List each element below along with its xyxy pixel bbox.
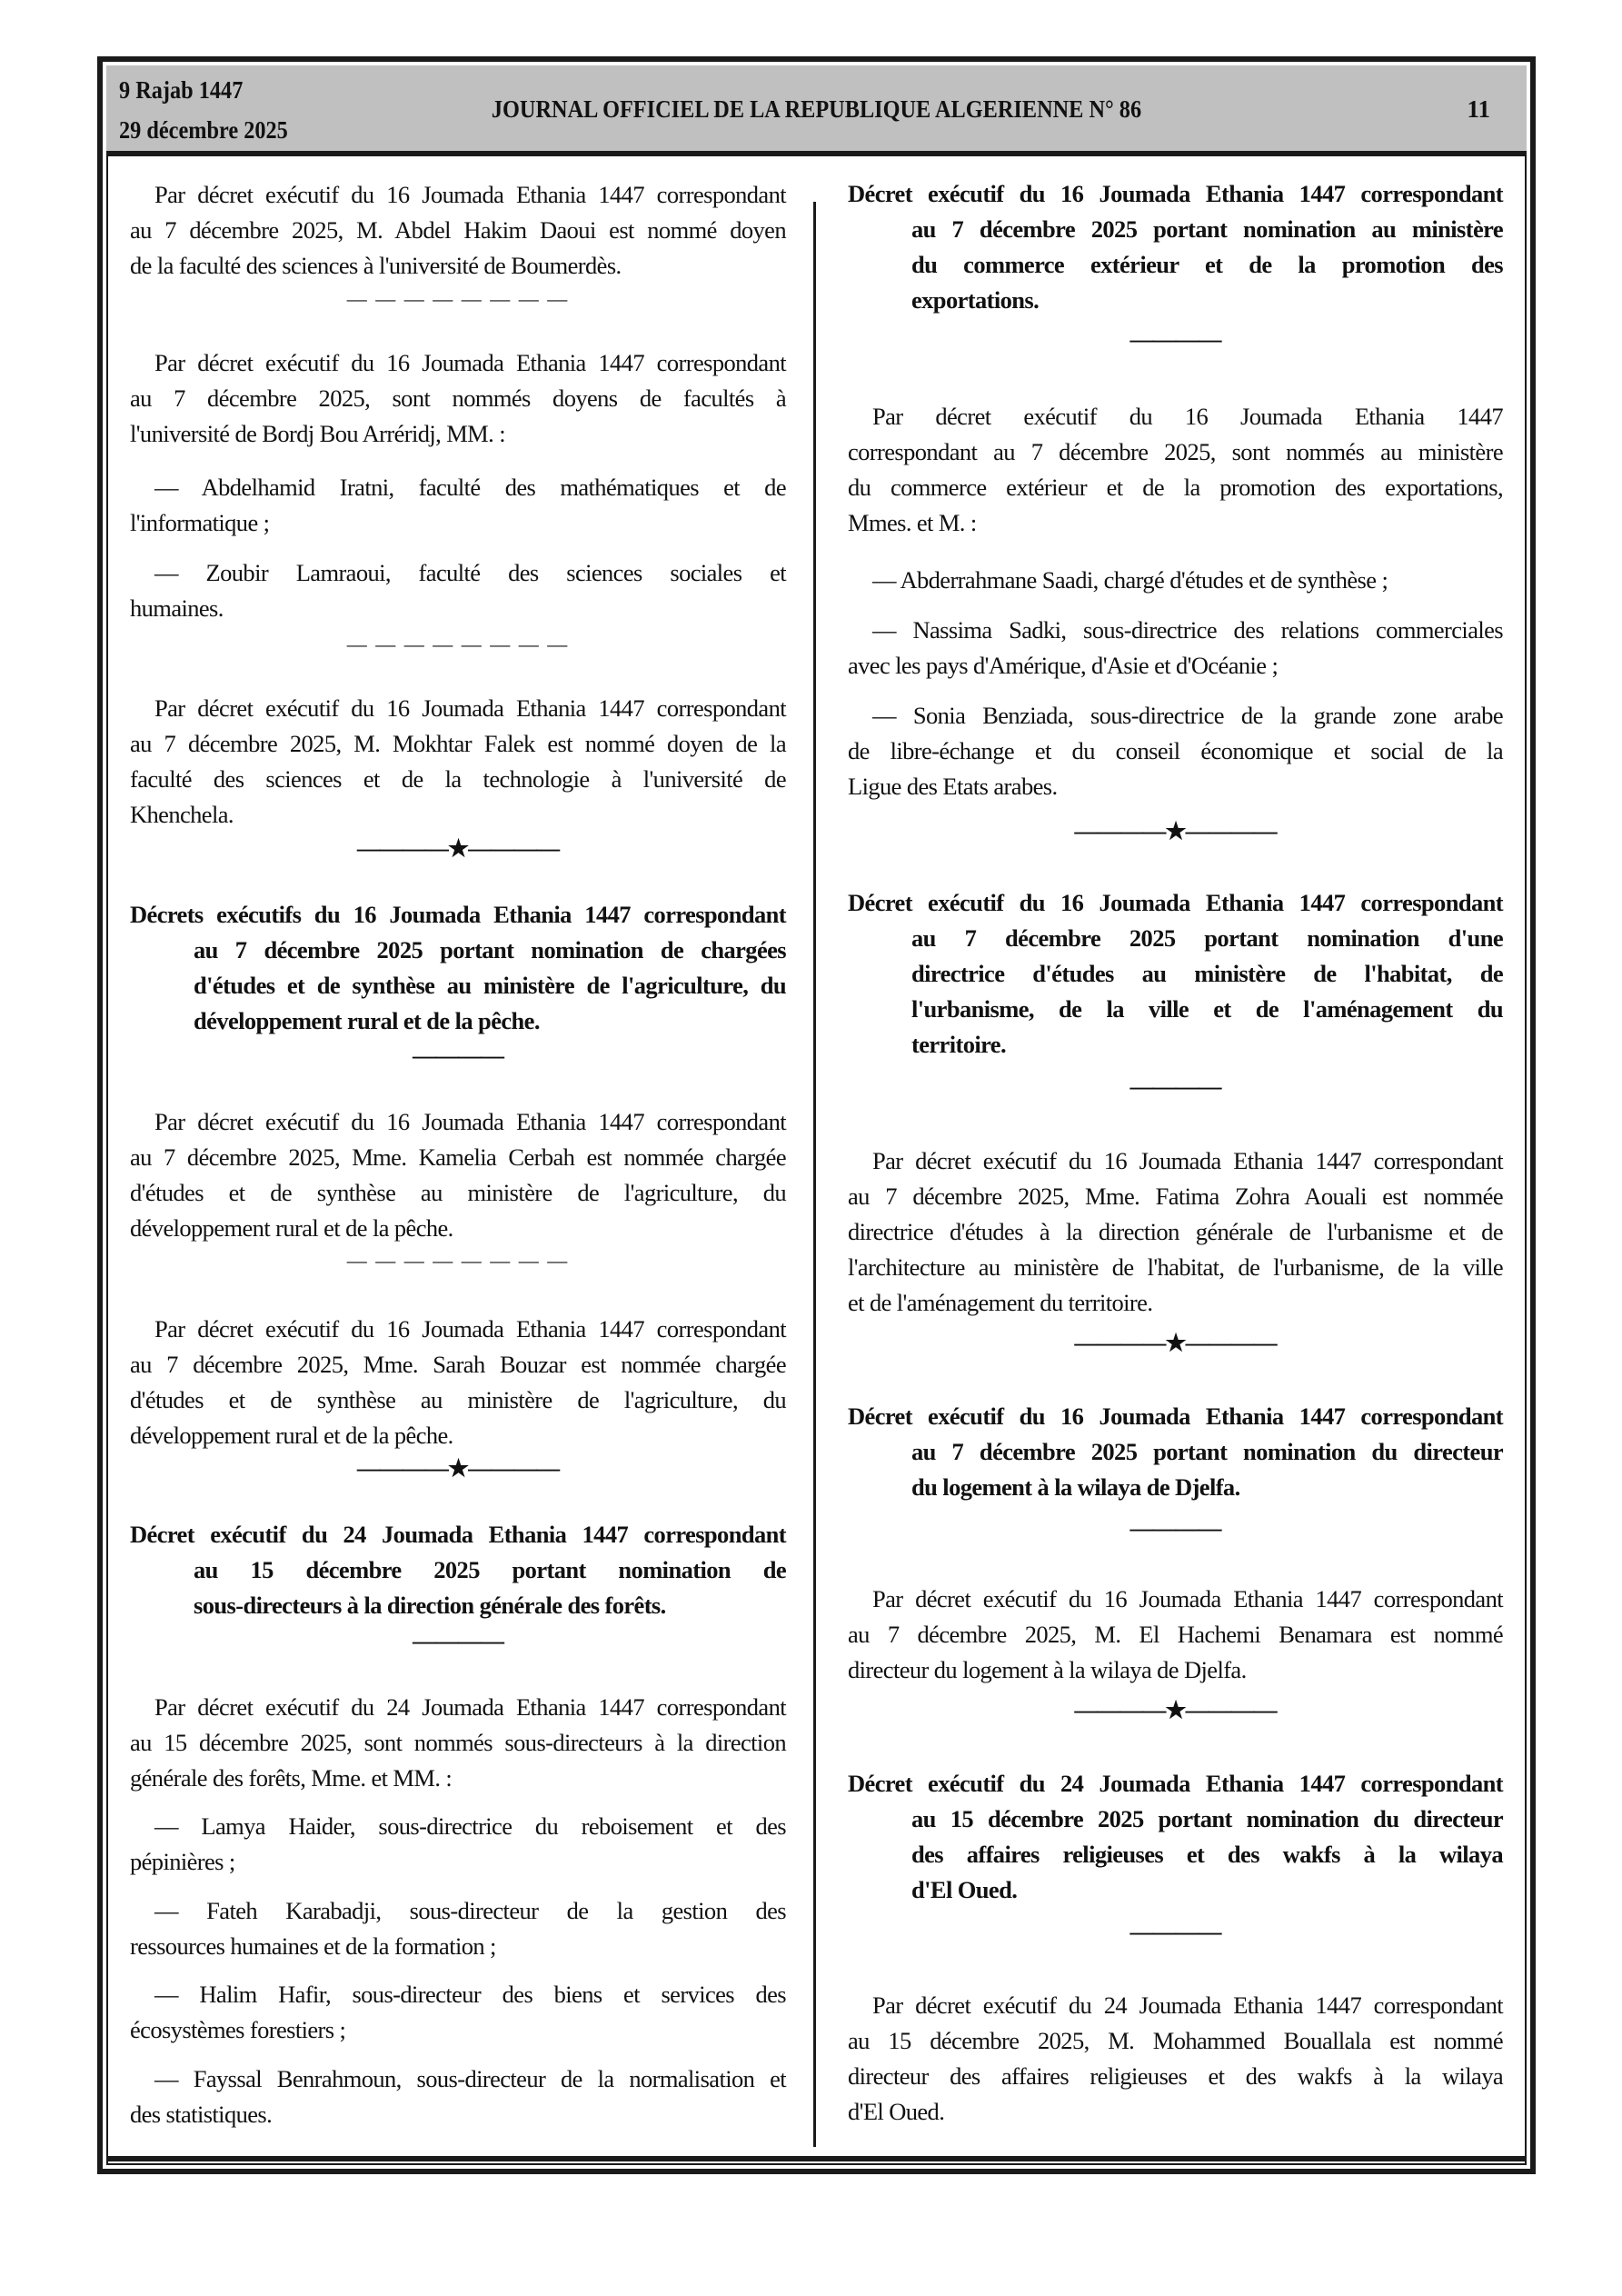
separator-short: ———— (1129, 1919, 1221, 1945)
text-line: écosystèmes forestiers ; (130, 2016, 346, 2043)
text-line: faculté des sciences et de la technologie à l'université de (130, 765, 786, 793)
decree-title (130, 897, 786, 1039)
text-line: territoire. (911, 1031, 1006, 1058)
text-line: d'El Oued. (911, 1876, 1018, 1903)
text-line: Par décret exécutif du 24 Joumada Ethania 1447 correspondant (154, 1693, 786, 1721)
decree-paragraph (848, 399, 1503, 541)
text-line: — Fateh Karabadji, sous-directeur de la gestion des (154, 1897, 786, 1924)
text-line: Par décret exécutif du 16 Joumada Ethania 1447 correspondant (154, 181, 786, 208)
appointee-item (848, 563, 1503, 598)
decree-paragraph (130, 177, 786, 284)
separator-short: ———— (1129, 1515, 1221, 1542)
text-line: Par décret exécutif du 16 Joumada Ethania 1447 (872, 403, 1503, 430)
text-line: au 7 décembre 2025, M. Mokhtar Falek est nommé doyen de la (130, 730, 786, 757)
text-line: Décret exécutif du 16 Joumada Ethania 1447 correspondant (848, 1403, 1503, 1430)
appointee-item (130, 470, 786, 541)
separator-star: ————★———— (1074, 1697, 1277, 1723)
text-line: — Sonia Benziada, sous-directrice de la grande zone arabe (872, 702, 1503, 729)
text-line: de libre-échange et du conseil économique et social de la (848, 737, 1503, 764)
text-line: d'El Oued. (848, 2098, 945, 2125)
text-line: au 7 décembre 2025, Mme. Fatima Zohra Aouali est nommée (848, 1183, 1503, 1210)
text-line: et de l'aménagement du territoire. (848, 1289, 1153, 1316)
separator-short: ———— (1129, 326, 1221, 353)
text-line: sous-directeurs à la direction générale des forêts. (194, 1592, 666, 1619)
text-line: de la faculté des sciences à l'université de Boumerdès. (130, 252, 622, 279)
bottom-rule (106, 2156, 1527, 2161)
separator-short: ———— (413, 1043, 503, 1069)
text-line: d'études et de synthèse au ministère de l'agriculture, du (130, 1386, 786, 1413)
appointee-item (848, 698, 1503, 804)
text-line: au 15 décembre 2025 portant nomination de (194, 1556, 786, 1583)
decree-paragraph (848, 1143, 1503, 1321)
text-line: des statistiques. (130, 2101, 273, 2128)
text-line: l'université de Bordj Bou Arréridj, MM. : (130, 420, 505, 447)
text-line: du commerce extérieur et de la promotion des (911, 251, 1503, 278)
text-line: directrice d'études à la direction générale de l'urbanisme et de (848, 1218, 1503, 1245)
text-line: développement rural et de la pêche. (194, 1007, 540, 1034)
separator-short: ———— (413, 1628, 503, 1654)
separator-star: ————★———— (1074, 1330, 1277, 1356)
text-line: — Abdelhamid Iratni, faculté des mathématiques et de (154, 474, 786, 501)
text-line: — Nassima Sadki, sous-directrice des relations commerciales (872, 616, 1503, 644)
gregorian-date: 29 décembre 2025 (119, 116, 288, 144)
decree-paragraph (130, 691, 786, 833)
text-line: correspondant au 7 décembre 2025, sont nommés au ministère (848, 438, 1503, 465)
separator-star: ————★———— (356, 1455, 560, 1482)
text-line: pépinières ; (130, 1848, 235, 1875)
decree-paragraph (130, 1690, 786, 1796)
separator-short: ———— (1129, 1073, 1221, 1100)
text-line: humaines. (130, 594, 224, 622)
text-line: Par décret exécutif du 16 Joumada Ethania 1447 correspondant (154, 1108, 786, 1135)
text-line: Décret exécutif du 16 Joumada Ethania 1447 correspondant (848, 180, 1503, 207)
text-line: développement rural et de la pêche. (130, 1422, 453, 1449)
page-header (106, 65, 1527, 156)
text-line: au 7 décembre 2025, Mme. Sarah Bouzar est nommée chargée (130, 1351, 786, 1378)
text-line: l'architecture au ministère de l'habitat, de l'urbanisme, de la ville (848, 1253, 1503, 1281)
text-line: — Fayssal Benrahmoun, sous-directeur de la normalisation et (154, 2065, 786, 2092)
separator-star: ————★———— (1074, 818, 1277, 844)
text-line: ressources humaines et de la formation ; (130, 1932, 496, 1960)
text-line: au 7 décembre 2025, Mme. Kamelia Cerbah est nommée chargée (130, 1143, 786, 1171)
decree-paragraph (130, 1104, 786, 1246)
journal-title: JOURNAL OFFICIEL DE LA REPUBLIQUE ALGERIENNE N° 86 (491, 95, 1142, 123)
appointee-item (130, 1809, 786, 1880)
decree-title (848, 1766, 1503, 1908)
text-line: au 7 décembre 2025, M. El Hachemi Benamara est nommé (848, 1621, 1503, 1648)
text-line: Par décret exécutif du 16 Joumada Ethania 1447 correspondant (872, 1585, 1503, 1612)
text-line: au 15 décembre 2025, M. Mohammed Bouallala est nommé (848, 2027, 1503, 2054)
text-line: Décret exécutif du 24 Joumada Ethania 1447 correspondant (848, 1770, 1503, 1797)
text-line: au 7 décembre 2025, sont nommés doyens de facultés à (130, 384, 786, 412)
decree-paragraph (130, 1312, 786, 1453)
text-line: au 7 décembre 2025, M. Abdel Hakim Daoui est nommé doyen (130, 216, 786, 244)
text-line: exportations. (911, 286, 1040, 314)
text-line: — Zoubir Lamraoui, faculté des sciences sociales et (154, 559, 786, 586)
appointee-item (848, 613, 1503, 684)
text-line: au 7 décembre 2025 portant nomination d'une (911, 924, 1503, 952)
text-line: Décret exécutif du 24 Joumada Ethania 1447 correspondant (130, 1521, 786, 1548)
text-line: Par décret exécutif du 16 Joumada Ethania 1447 correspondant (154, 349, 786, 376)
decree-title (130, 1517, 786, 1623)
appointee-item (130, 1893, 786, 1964)
column-divider (813, 202, 816, 2147)
separator-dashes: — — — — — — — — (346, 1249, 570, 1272)
decree-title (848, 1399, 1503, 1505)
page-number: 11 (1467, 95, 1490, 123)
separator-dashes: — — — — — — — — (346, 633, 570, 655)
text-line: directeur des affaires religieuses et des wakfs à la wilaya (848, 2062, 1503, 2090)
separator-dashes: — — — — — — — — (346, 287, 570, 310)
decree-title (848, 176, 1503, 318)
text-line: Par décret exécutif du 24 Joumada Ethania 1447 correspondant (872, 1992, 1503, 2019)
text-line: au 7 décembre 2025 portant nomination du directeur (911, 1438, 1503, 1465)
text-line: l'informatique ; (130, 509, 270, 536)
text-line: au 7 décembre 2025 portant nomination au ministère (911, 215, 1503, 243)
text-line: au 15 décembre 2025 portant nomination du directeur (911, 1805, 1503, 1832)
decree-paragraph (848, 1988, 1503, 2130)
text-line: au 7 décembre 2025 portant nomination de chargées (194, 936, 786, 963)
text-line: l'urbanisme, de la ville et de l'aménagement du (911, 995, 1503, 1023)
text-line: — Lamya Haider, sous-directrice du reboisement et des (154, 1812, 786, 1840)
text-line: Par décret exécutif du 16 Joumada Ethania 1447 correspondant (154, 1315, 786, 1343)
appointee-item (130, 555, 786, 626)
text-line: d'études et de synthèse au ministère de l'agriculture, du (130, 1179, 786, 1206)
text-line: du commerce extérieur et de la promotion des exportations, (848, 474, 1503, 501)
text-line: d'études et de synthèse au ministère de l'agriculture, du (194, 972, 786, 999)
text-line: développement rural et de la pêche. (130, 1214, 453, 1242)
text-line: Par décret exécutif du 16 Joumada Ethania 1447 correspondant (154, 694, 786, 722)
appointee-item (130, 2061, 786, 2132)
text-line: Mmes. et M. : (848, 509, 977, 536)
text-line: — Abderrahmane Saadi, chargé d'études et de synthèse ; (872, 566, 1388, 594)
text-line: directeur du logement à la wilaya de Djelfa. (848, 1656, 1247, 1683)
text-line: Ligue des Etats arabes. (848, 773, 1058, 800)
text-line: Décret exécutif du 16 Joumada Ethania 1447 correspondant (848, 889, 1503, 916)
separator-star: ————★———— (356, 835, 560, 862)
appointee-item (130, 1977, 786, 2048)
hijri-date: 9 Rajab 1447 (119, 76, 244, 104)
text-line: des affaires religieuses et des wakfs à la wilaya (911, 1841, 1503, 1868)
text-line: directrice d'études au ministère de l'habitat, de (911, 960, 1503, 987)
decree-paragraph (848, 1582, 1503, 1688)
text-line: Par décret exécutif du 16 Joumada Ethania 1447 correspondant (872, 1147, 1503, 1174)
decree-title (848, 885, 1503, 1063)
text-line: Khenchela. (130, 801, 234, 828)
decree-paragraph (130, 345, 786, 452)
text-line: du logement à la wilaya de Djelfa. (911, 1473, 1240, 1501)
text-line: au 15 décembre 2025, sont nommés sous-directeurs à la direction (130, 1729, 786, 1756)
text-line: Décrets exécutifs du 16 Joumada Ethania 1447 correspondant (130, 901, 786, 928)
text-line: générale des forêts, Mme. et MM. : (130, 1764, 453, 1792)
text-line: — Halim Hafir, sous-directeur des biens et services des (154, 1981, 786, 2008)
text-line: avec les pays d'Amérique, d'Asie et d'Océanie ; (848, 652, 1279, 679)
